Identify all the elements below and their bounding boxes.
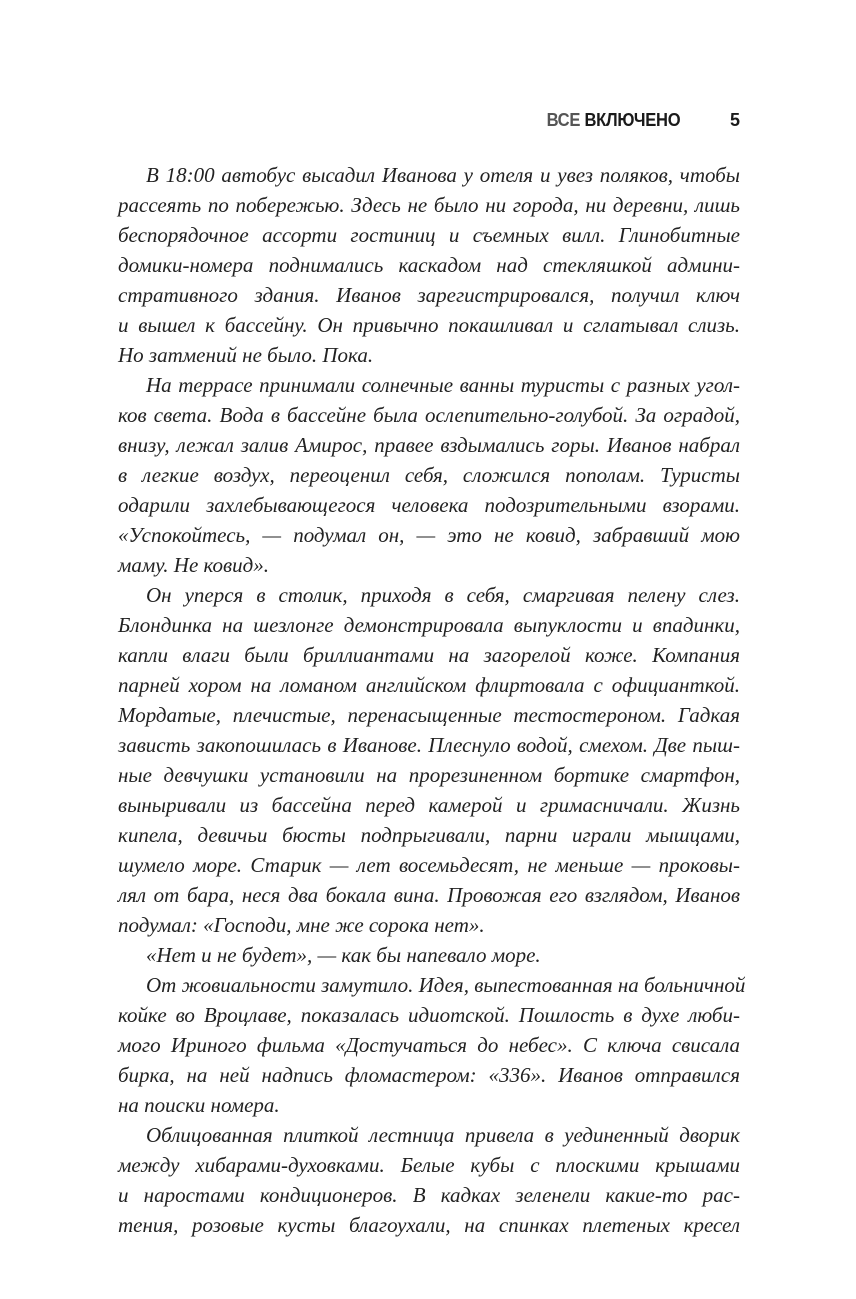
text-line: подумал: «Господи, мне же сорока нет». bbox=[118, 913, 485, 937]
text-line: и наростами кондиционеров. В кадках зеленели какие-то рас- bbox=[118, 1183, 740, 1207]
text-line: внизу, лежал залив Амирос, правее вздымались горы. Иванов набрал bbox=[118, 433, 740, 457]
text-line: бирка, на ней надпись фломастером: «336». Иванов отправился bbox=[118, 1063, 740, 1087]
text-line: на поиски номера. bbox=[118, 1093, 280, 1117]
text-line: ков света. Вода в бассейне была ослепительно-голубой. За оградой, bbox=[118, 403, 740, 427]
running-head bbox=[0, 108, 856, 134]
text-line: «Успокойтесь, — подумал он, — это не ковид, забравший мою bbox=[118, 523, 740, 547]
text-line: беспорядочное ассорти гостиниц и съемных вилл. Глинобитные bbox=[118, 223, 740, 247]
text-line: койке во Вроцлаве, показалась идиотской. Пошлость в духе люби- bbox=[118, 1003, 740, 1027]
text-line: и вышел к бассейну. Он привычно покашливал и сглатывал слизь. bbox=[118, 313, 740, 337]
text-line: зависть закопошилась в Иванове. Плеснуло водой, смехом. Две пыш- bbox=[118, 733, 740, 757]
text-line: В 18:00 автобус высадил Иванова у отеля и увез поляков, чтобы bbox=[146, 163, 740, 187]
text-line: ные девчушки установили на прорезиненном бортике смартфон, bbox=[118, 763, 740, 787]
page-number: 5 bbox=[730, 110, 741, 130]
text-line: кипела, девичьи бюсты подпрыгивали, парни играли мышцами, bbox=[118, 823, 740, 847]
text-line: «Нет и не будет», — как бы напевало море. bbox=[146, 943, 541, 967]
paragraph bbox=[118, 970, 746, 1120]
paragraph bbox=[118, 940, 740, 970]
text-line: лял от бара, неся два бокала вина. Провожая его взглядом, Иванов bbox=[118, 883, 740, 907]
text-line: домики-номера поднимались каскадом над стекляшкой админи- bbox=[118, 253, 740, 277]
text-line: Но затмений не было. Пока. bbox=[118, 343, 374, 367]
text-line: выныривали из бассейна перед камерой и гримасничали. Жизнь bbox=[118, 793, 740, 817]
text-line: Блондинка на шезлонге демонстрировала выпуклости и впадинки, bbox=[118, 613, 740, 637]
text-line: стративного здания. Иванов зарегистрировался, получил ключ bbox=[118, 283, 740, 307]
paragraph bbox=[118, 1120, 740, 1240]
paragraph bbox=[118, 160, 740, 370]
text-line: Облицованная плиткой лестница привела в уединенный дворик bbox=[146, 1123, 740, 1147]
text-line: От жовиальности замутило. Идея, выпестованная на больничной bbox=[146, 973, 746, 997]
text-line: капли влаги были бриллиантами на загорелой коже. Компания bbox=[118, 643, 740, 667]
text-line: На террасе принимали солнечные ванны туристы с разных угол- bbox=[146, 373, 740, 397]
text-line: Он уперся в столик, приходя в себя, смаргивая пелену слез. bbox=[146, 583, 740, 607]
text-line: одарили захлебывающегося человека подозрительными взорами. bbox=[118, 493, 740, 517]
paragraph bbox=[118, 370, 740, 580]
body-text bbox=[118, 160, 746, 1240]
paragraph bbox=[118, 580, 740, 940]
text-line: между хибарами-духовками. Белые кубы с плоскими крышами bbox=[118, 1153, 740, 1177]
book-title-word-2: ВКЛЮЧЕНО bbox=[584, 110, 680, 130]
text-line: рассеять по побережью. Здесь не было ни города, ни деревни, лишь bbox=[118, 193, 740, 217]
text-line: Мордатые, плечистые, перенасыщенные тестостероном. Гадкая bbox=[118, 703, 740, 727]
text-line: парней хором на ломаном английском флиртовала с официанткой. bbox=[118, 673, 740, 697]
text-line: мого Ириного фильма «Достучаться до небес». С ключа свисала bbox=[118, 1033, 740, 1057]
text-line: тения, розовые кусты благоухали, на спинках плетеных кресел bbox=[118, 1213, 740, 1237]
book-title-word-1: ВСЕ bbox=[546, 110, 580, 130]
text-line: маму. Не ковид». bbox=[118, 553, 270, 577]
text-line: шумело море. Старик — лет восемьдесят, не меньше — проковы- bbox=[118, 853, 740, 877]
text-line: в легкие воздух, переоценил себя, сложился пополам. Туристы bbox=[118, 463, 740, 487]
book-title bbox=[546, 110, 680, 131]
